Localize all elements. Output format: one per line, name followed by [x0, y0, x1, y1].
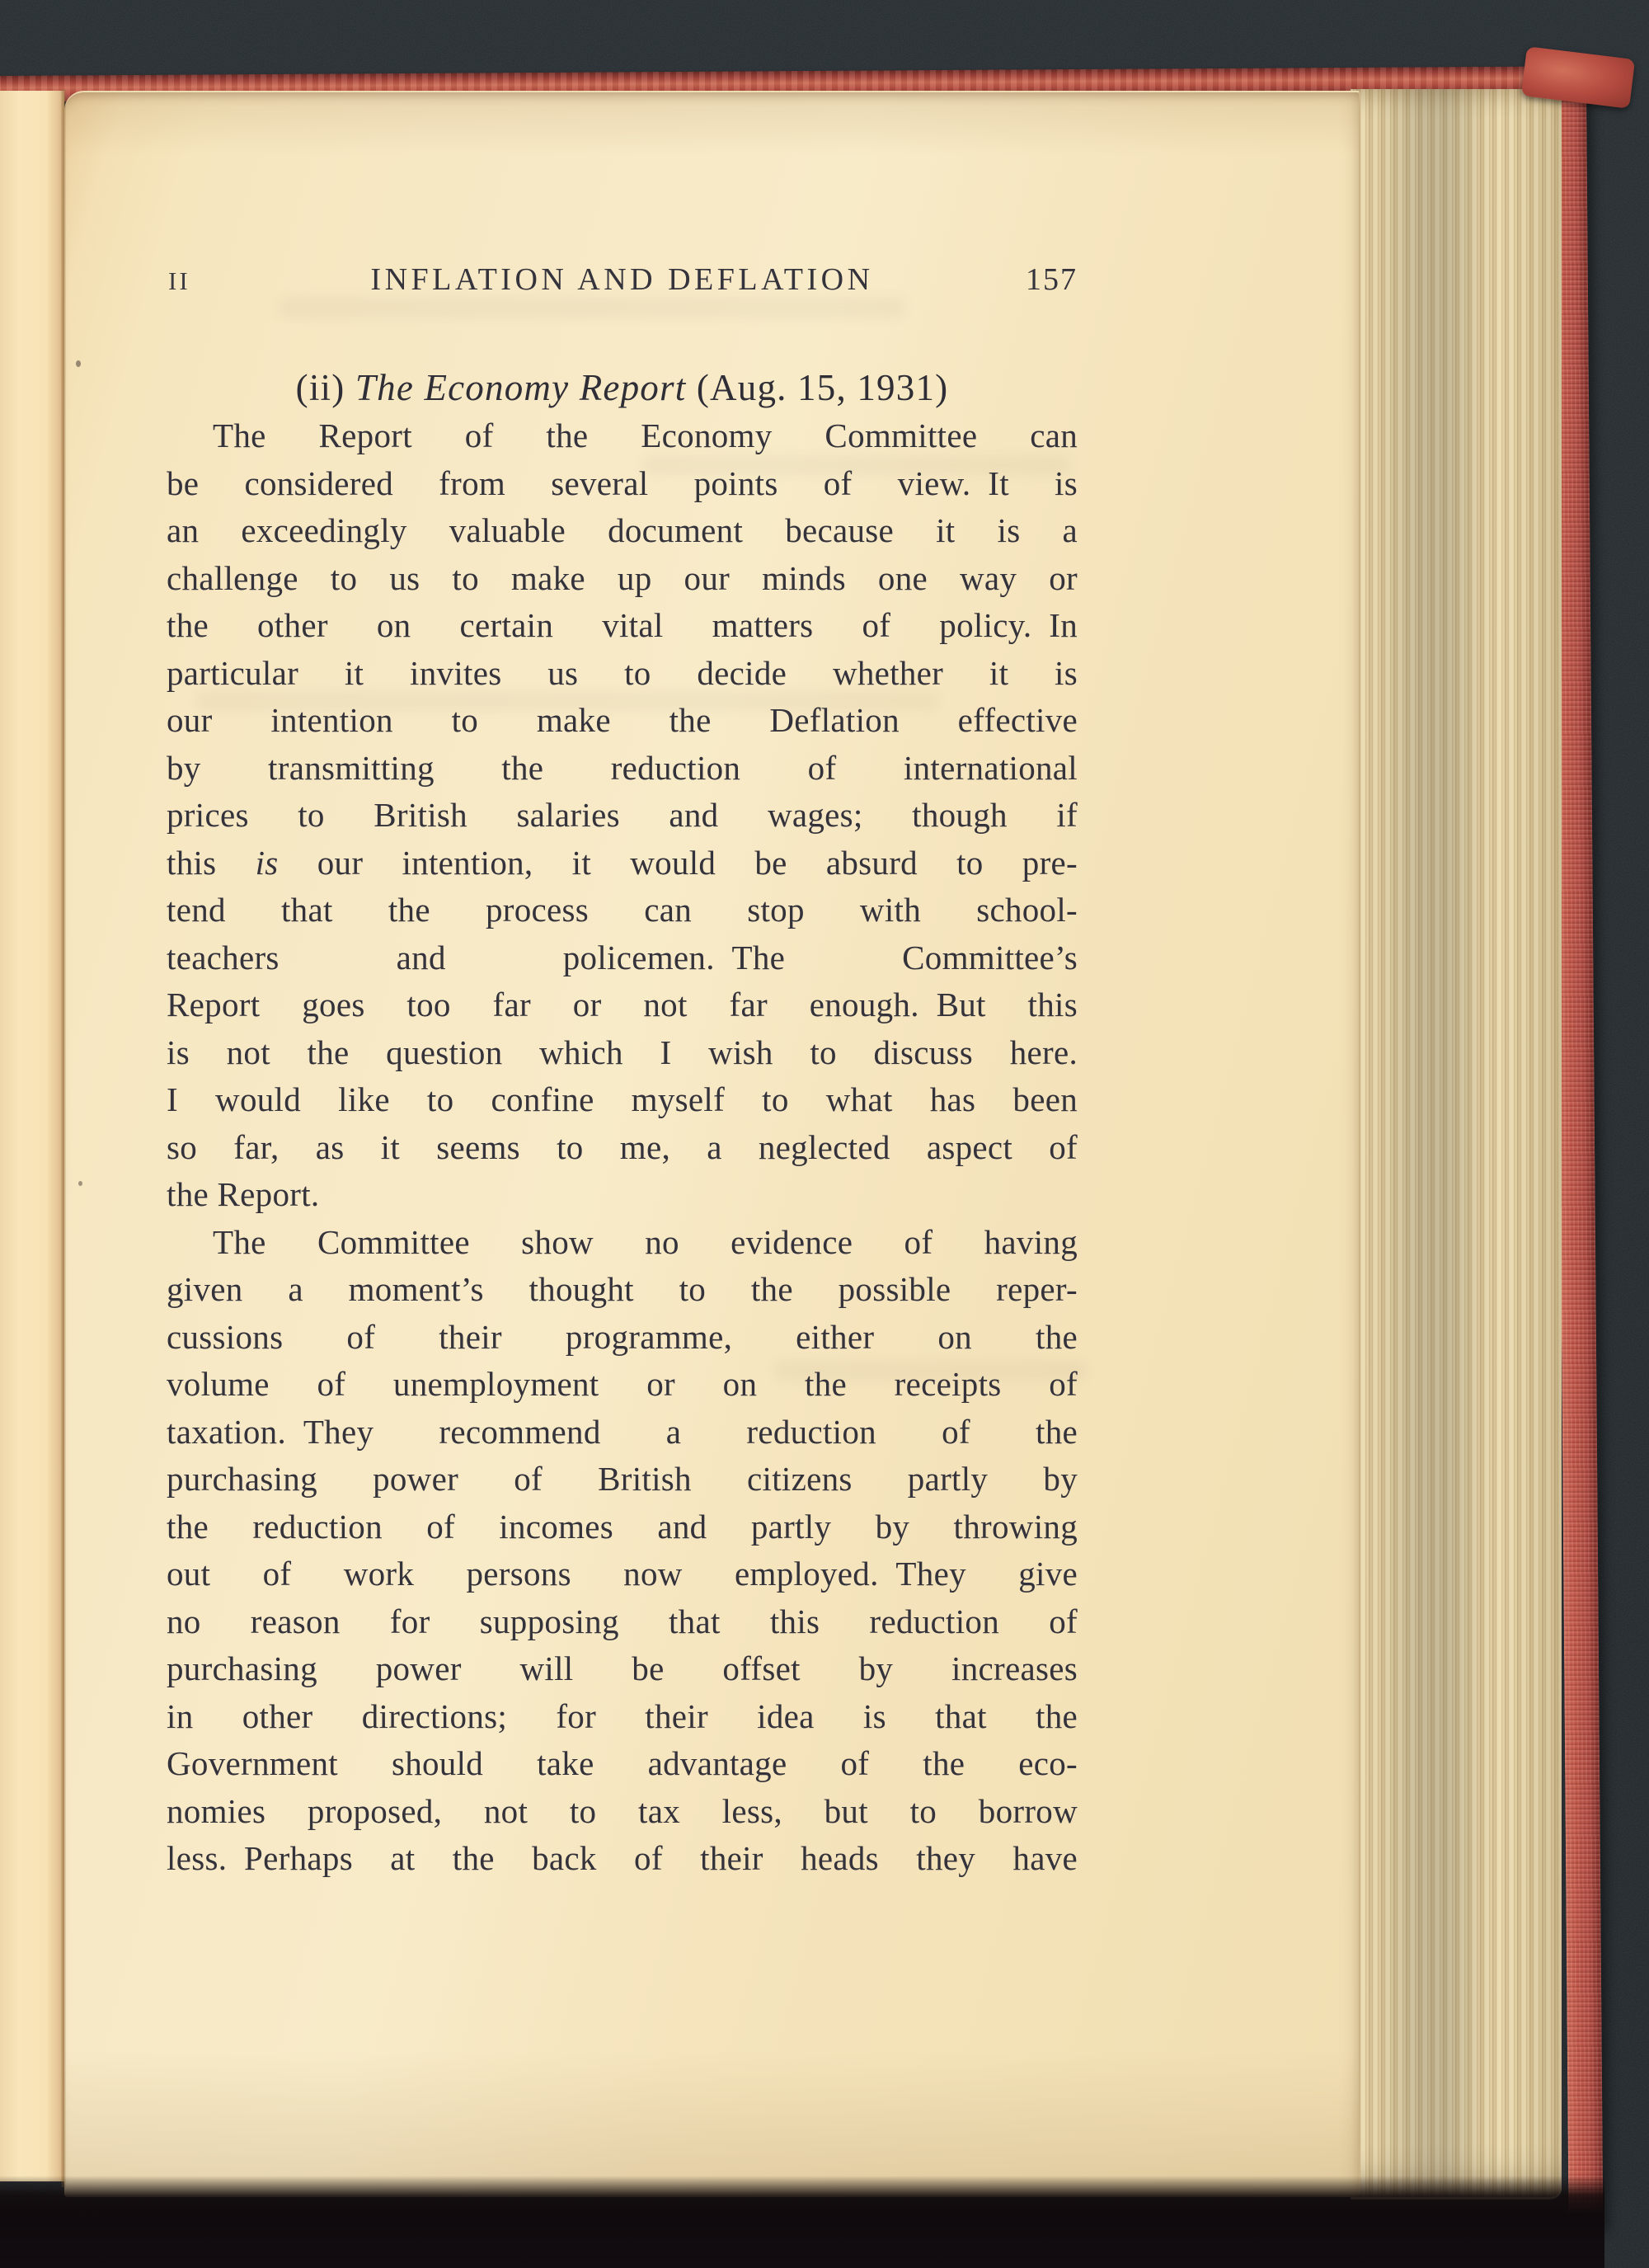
text-line: Government should take advantage of the eco-	[167, 1744, 1078, 1782]
text-line: particular it invites us to decide whether it is	[167, 653, 1078, 692]
showthrough-mark	[279, 297, 905, 318]
text-line: challenge to us to make up our minds one way or	[167, 558, 1078, 597]
page-number: 157	[1026, 262, 1078, 297]
section-heading	[167, 363, 1078, 412]
section-heading-title: The Economy Report	[355, 367, 687, 408]
text-line: the other on certain vital matters of policy. In	[167, 606, 1078, 644]
text-line: teachers and policemen. The Committee’s	[167, 938, 1078, 976]
text-line: be considered from several points of view. It is	[167, 463, 1078, 502]
book-page	[64, 91, 1360, 2197]
text-line: prices to British salaries and wages; though if	[167, 796, 1078, 834]
text-line: Report goes too far or not far enough. But this	[167, 986, 1078, 1023]
text-line: The Committee show no evidence of having	[213, 1222, 1078, 1261]
text-line: The Report of the Economy Committee can	[213, 416, 1078, 454]
section-heading-date: (Aug. 15, 1931)	[686, 367, 949, 408]
ink-speck	[76, 360, 81, 367]
text-line: given a moment’s thought to the possible reper-	[167, 1270, 1078, 1308]
facing-page-edge	[0, 91, 64, 2181]
gutter-crease	[61, 89, 66, 2187]
section-heading-prefix: (ii)	[295, 367, 355, 408]
text-line: the Report.	[167, 1175, 320, 1213]
fore-edge-page-stack	[1351, 89, 1562, 2200]
book-bottom-shadow	[0, 2176, 1604, 2268]
text-line: no reason for supposing that this reduction of	[167, 1602, 1078, 1640]
text-line: purchasing power will be offset by increases	[167, 1649, 1078, 1687]
chapter-numeral: II	[168, 266, 190, 295]
running-head-title: INFLATION AND DEFLATION	[370, 262, 874, 297]
text-line: volume of unemployment or on the receipts of	[167, 1365, 1078, 1403]
text-line: tend that the process can stop with school-	[167, 891, 1078, 929]
text-line: purchasing power of British citizens partly by	[167, 1460, 1078, 1498]
text-line: this is our intention, it would be absurd to pre-	[167, 843, 1078, 882]
text-line: is not the question which I wish to discuss here.	[167, 1033, 1078, 1071]
text-line: nomies proposed, not to tax less, but to borrow	[167, 1791, 1078, 1830]
text-line: the reduction of incomes and partly by throwing	[167, 1507, 1078, 1546]
running-head	[167, 261, 1078, 299]
body-text	[167, 412, 1078, 1883]
text-line: cussions of their programme, either on the	[167, 1317, 1078, 1356]
text-line: less. Perhaps at the back of their heads they have	[167, 1839, 1078, 1877]
text-line: taxation. They recommend a reduction of the	[167, 1412, 1078, 1451]
text-line: I would like to confine myself to what has been	[167, 1080, 1078, 1118]
text-line: an exceedingly valuable document because it is a	[167, 511, 1078, 549]
text-line: so far, as it seems to me, a neglected aspect of	[167, 1127, 1078, 1166]
text-line: out of work persons now employed. They give	[167, 1555, 1078, 1593]
text-line: our intention to make the Deflation effective	[167, 701, 1078, 739]
text-line: in other directions; for their idea is that the	[167, 1696, 1078, 1735]
ink-speck	[78, 1181, 82, 1186]
text-line: by transmitting the reduction of international	[167, 748, 1078, 787]
